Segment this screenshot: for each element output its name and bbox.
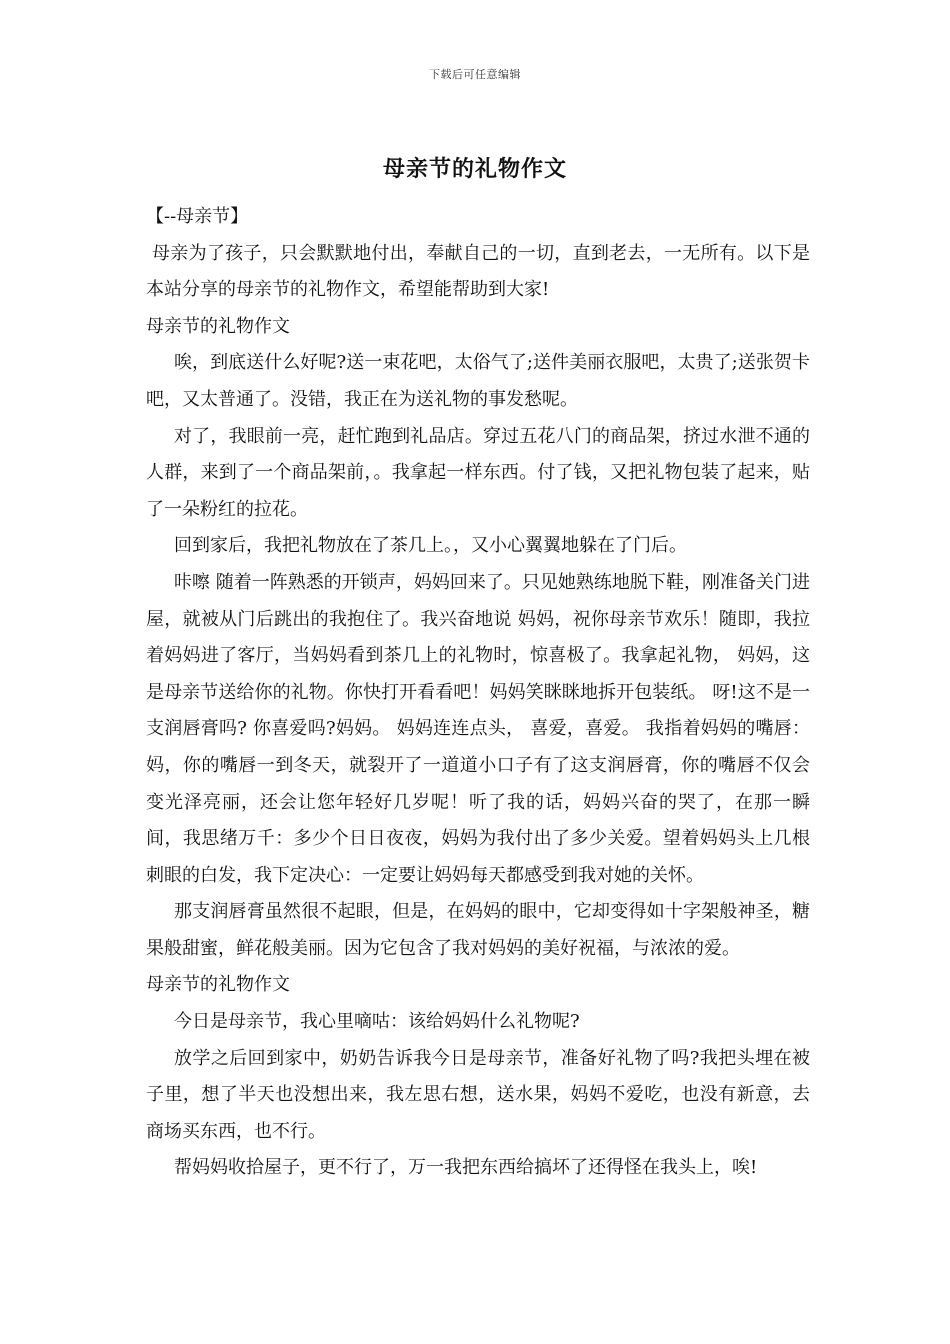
- intro-paragraph: 母亲为了孩子，只会默默地付出，奉献自己的一切，直到老去，一无所有。以下是本站分享的母亲节的礼物作文，希望能帮助到大家!: [146, 242, 810, 301]
- document-body: [146, 199, 810, 1187]
- category-tag: 【--母亲节】: [146, 206, 249, 227]
- essay-1-paragraph: 唉，到底送什么好呢?送一束花吧，太俗气了;送件美丽衣服吧，太贵了;送张贺卡吧，又太普通了。没错，我正在为送礼物的事发愁呢。: [146, 352, 810, 410]
- essay-1-paragraph: 对了，我眼前一亮，赶忙跑到礼品店。穿过五花八门的商品架，挤过水泄不通的人群，来到了一个商品架前，。我拿起一样东西。付了钱，又把礼物包装了起来，贴了一朵粉红的拉花。: [146, 425, 810, 520]
- document-title: 母亲节的礼物作文: [382, 156, 567, 182]
- essay-2-paragraph: 今日是母亲节，我心里嘀咕：该给妈妈什么礼物呢?: [174, 1011, 580, 1033]
- essay-1-paragraph: 那支润唇膏虽然很不起眼，但是，在妈妈的眼中，它却变得如十字架般神圣，糖果般甜蜜，鲜花般美丽。因为它包含了我对妈妈的美好祝福，与浓浓的爱。: [146, 901, 810, 959]
- essay-2-subtitle: 母亲节的礼物作文: [146, 974, 290, 996]
- essay-2-paragraph: 帮妈妈收拾屋子，更不行了，万一我把东西给搞坏了还得怪在我头上，唉!: [174, 1157, 758, 1179]
- essay-1-paragraph: 回到家后，我把礼物放在了茶几上。，又小心翼翼地躲在了门后。: [174, 535, 687, 557]
- essay-1-subtitle: 母亲节的礼物作文: [146, 315, 290, 337]
- essay-2-paragraph: 放学之后回到家中，奶奶告诉我今日是母亲节，准备好礼物了吗?我把头埋在被子里，想了半天也没想出来，我左思右想，送水果，妈妈不爱吃，也没有新意，去商场买东西，也不行。: [146, 1047, 810, 1142]
- header-note: 下载后可任意编辑: [429, 68, 521, 81]
- essay-1-paragraph: 咔嚓 随着一阵熟悉的开锁声，妈妈回来了。只见她熟练地脱下鞋，刚准备关门进屋，就被从门后跳出的我抱住了。我兴奋地说 妈妈，祝你母亲节欢乐！随即，我拉着妈妈进了客厅，当妈妈看到茶几上的礼物时，惊喜极了。我拿起礼物， 妈妈，这是母亲节送给你的礼物。你快打开看看吧！妈妈笑眯眯地拆开包装纸。 呀!这不是一支润唇膏吗? 你喜爱吗?妈妈。 妈妈连连点头， 喜爱，喜爱。 我指着妈妈的嘴唇： 妈，你的嘴唇一到冬天，就裂开了一道道小口子有了这支润唇膏，你的嘴唇不仅会变光泽亮丽，还会让您年轻好几岁呢！听了我的话，妈妈兴奋的哭了，在那一瞬间，我思绪万千：多少个日日夜夜，妈妈为我付出了多少关爱。望着妈妈头上几根刺眼的白发，我下定决心：一定要让妈妈每天都感受到我对她的关怀。: [146, 571, 810, 886]
